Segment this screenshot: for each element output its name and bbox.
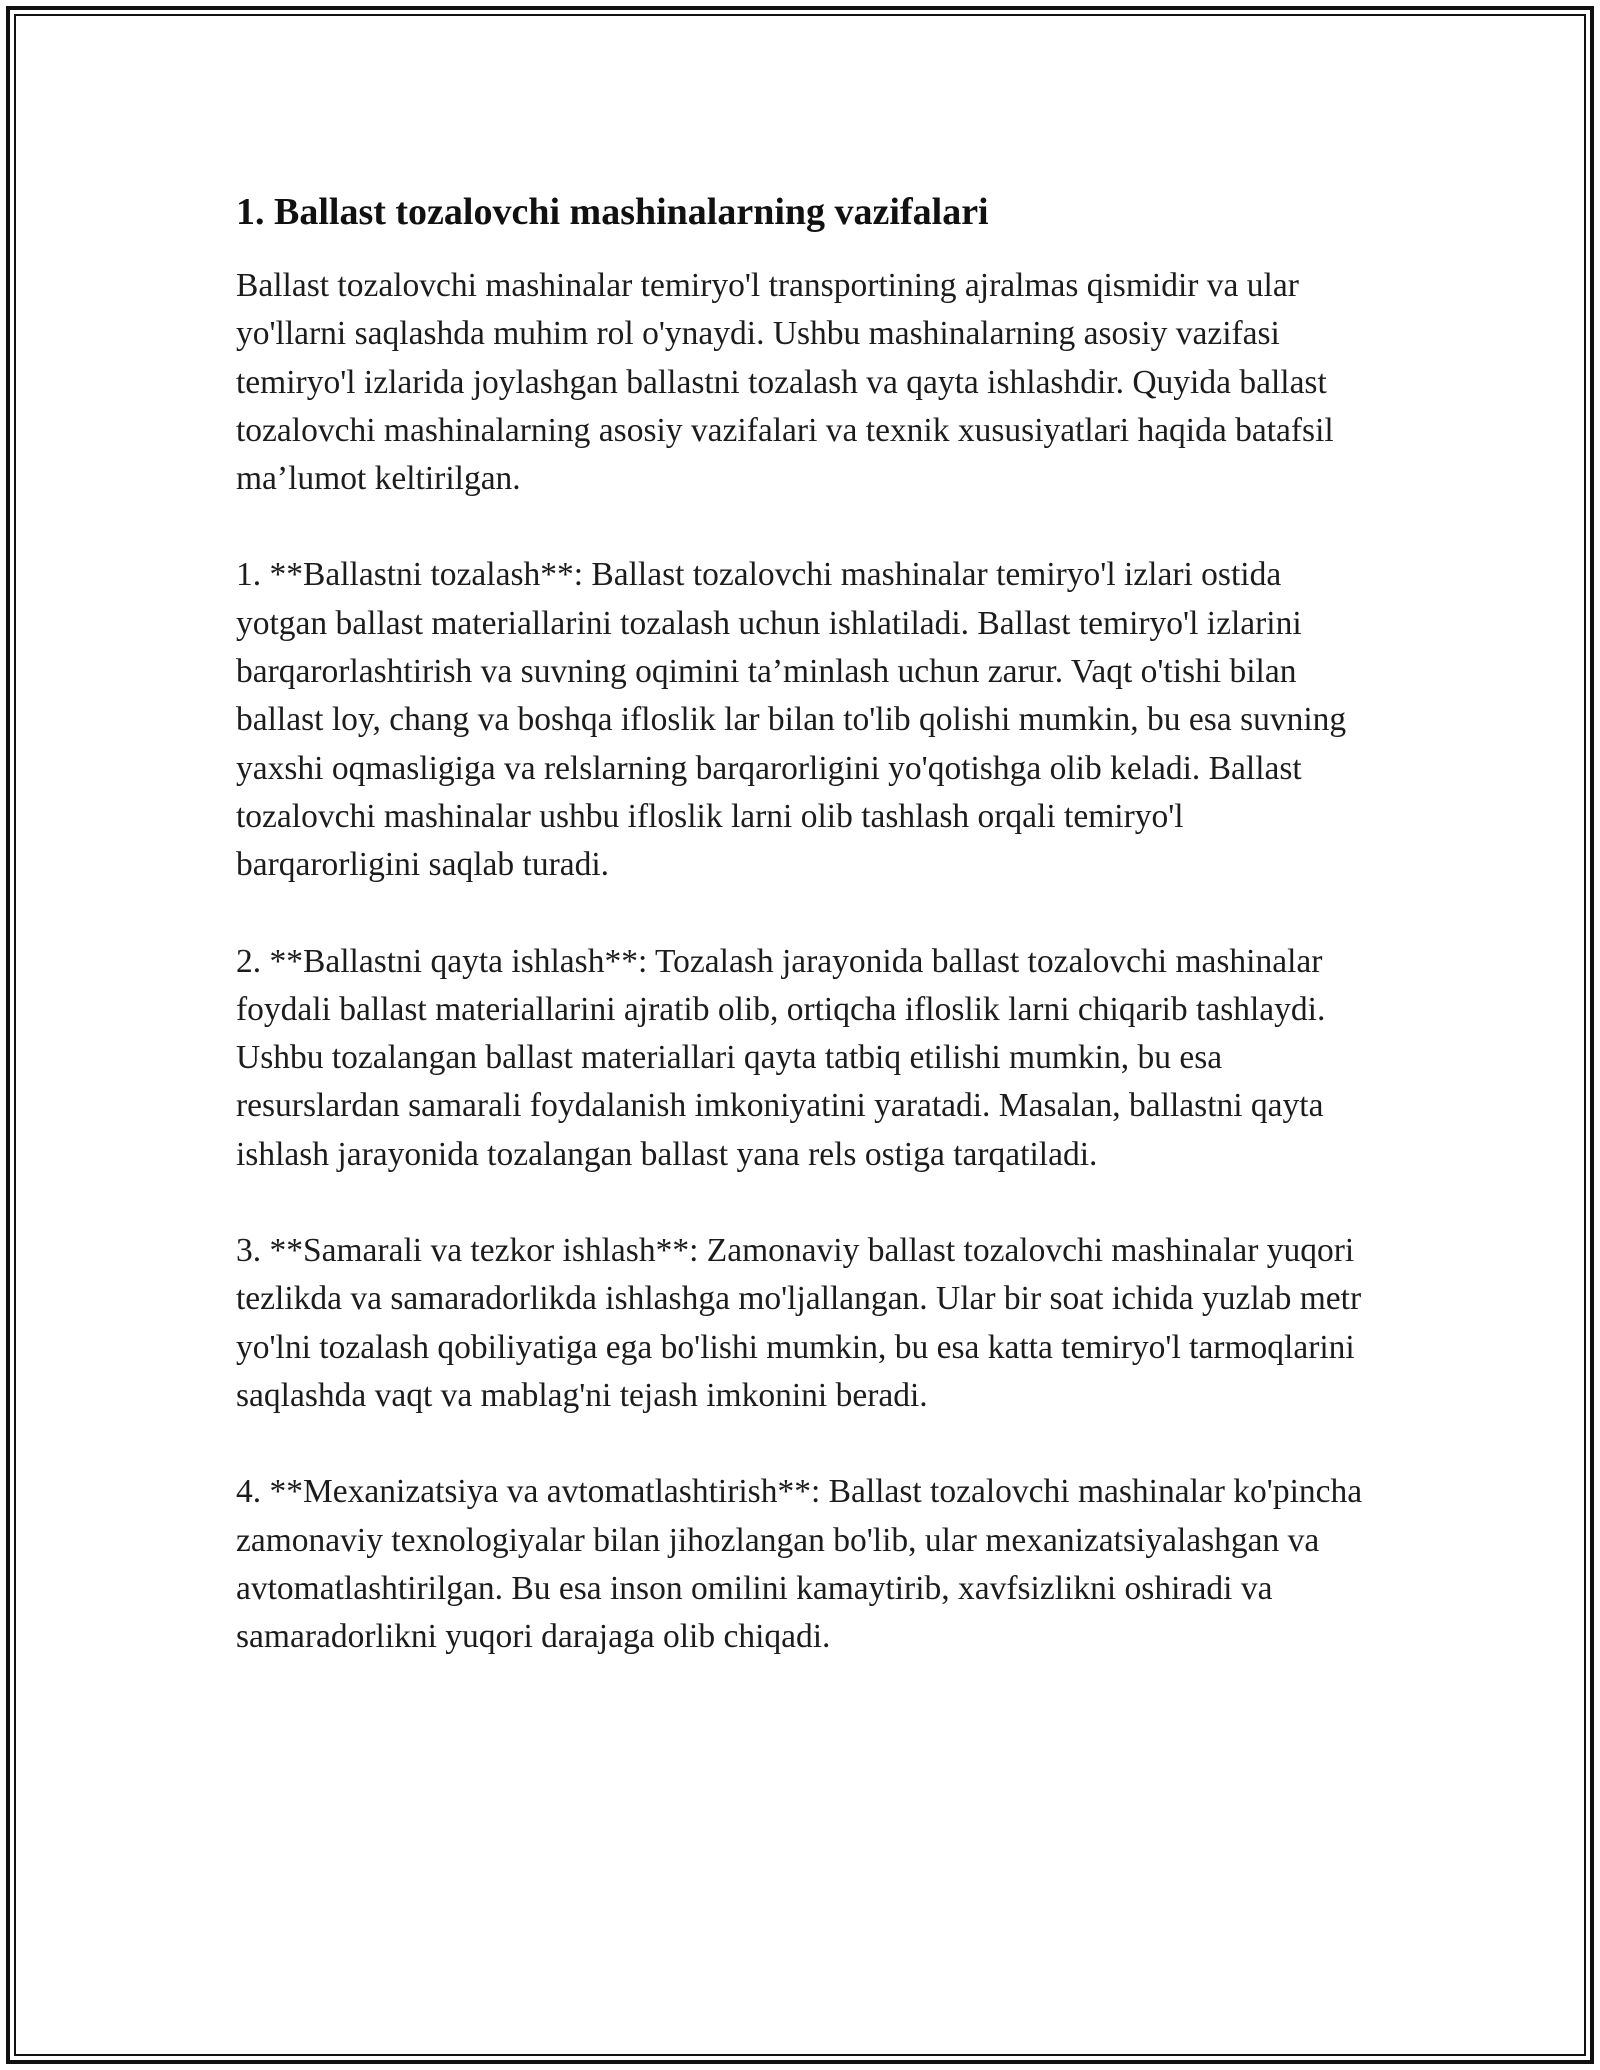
document-body	[236, 186, 1364, 1709]
paragraph-item-3: 3. **Samarali va tezkor ishlash**: Zamonaviy ballast tozalovchi mashinalar yuqori tezlikda va samaradorlikda ishlashga mo'ljallangan. Ular bir soat ichida yuzlab metr yo'lni tozalash qobiliyatiga ega bo'lishi mumkin, bu esa katta temiryo'l tarmoqlarini saqlashda vaqt va mablag'ni tejash imkonini beradi.	[236, 1232, 1362, 1414]
paragraph-intro: Ballast tozalovchi mashinalar temiryo'l transportining ajralmas qismidir va ular yo'llarni saqlashda muhim rol o'ynaydi. Ushbu mashinalarning asosiy vazifasi temiryo'l izlarida joylashgan ballastni tozalash va qayta ishlashdir. Quyida ballast tozalovchi mashinalarning asosiy vazifalari va texnik xususiyatlari haqida batafsil ma’lumot keltirilgan.	[236, 267, 1334, 498]
paragraph-item-4: 4. **Mexanizatsiya va avtomatlashtirish**: Ballast tozalovchi mashinalar ko'pincha zamonaviy texnologiyalar bilan jihozlangan bo'lib, ular mexanizatsiyalashgan va avtomatlashtirilgan. Bu esa inson omilini kamaytirib, xavfsizlikni oshiradi va samaradorlikni yuqori darajaga olib chiqadi.	[236, 1473, 1363, 1656]
paragraph-item-2: 2. **Ballastni qayta ishlash**: Tozalash jarayonida ballast tozalovchi mashinalar foydali ballast materiallarini ajratib olib, ortiqcha ifloslik larni chiqarib tashlaydi. Ushbu tozalangan ballast materiallari qayta tatbiq etilishi mumkin, bu esa resurslardan samarali foydalanish imkoniyatini yaratadi. Masalan, ballastni qayta ishlash jarayonida tozalangan ballast yana rels ostiga tarqatiladi.	[236, 942, 1326, 1173]
document-title: 1. Ballast tozalovchi mashinalarning vazifalari	[236, 191, 989, 233]
paragraph-item-1: 1. **Ballastni tozalash**: Ballast tozalovchi mashinalar temiryo'l izlari ostida yotgan ballast materiallarini tozalash uchun ishlatiladi. Ballast temiryo'l izlarini barqarorlashtirish va suvning oqimini ta’minlash uchun zarur. Vaqt o'tishi bilan ballast loy, chang va boshqa ifloslik lar bilan to'lib qolishi mumkin, bu esa suvning yaxshi oqmasligiga va relslarning barqarorligini yo'qotishga olib keladi. Ballast tozalovchi mashinalar ushbu ifloslik larni olib tashlash orqali temiryo'l barqarorligini saqlab turadi.	[236, 556, 1347, 884]
